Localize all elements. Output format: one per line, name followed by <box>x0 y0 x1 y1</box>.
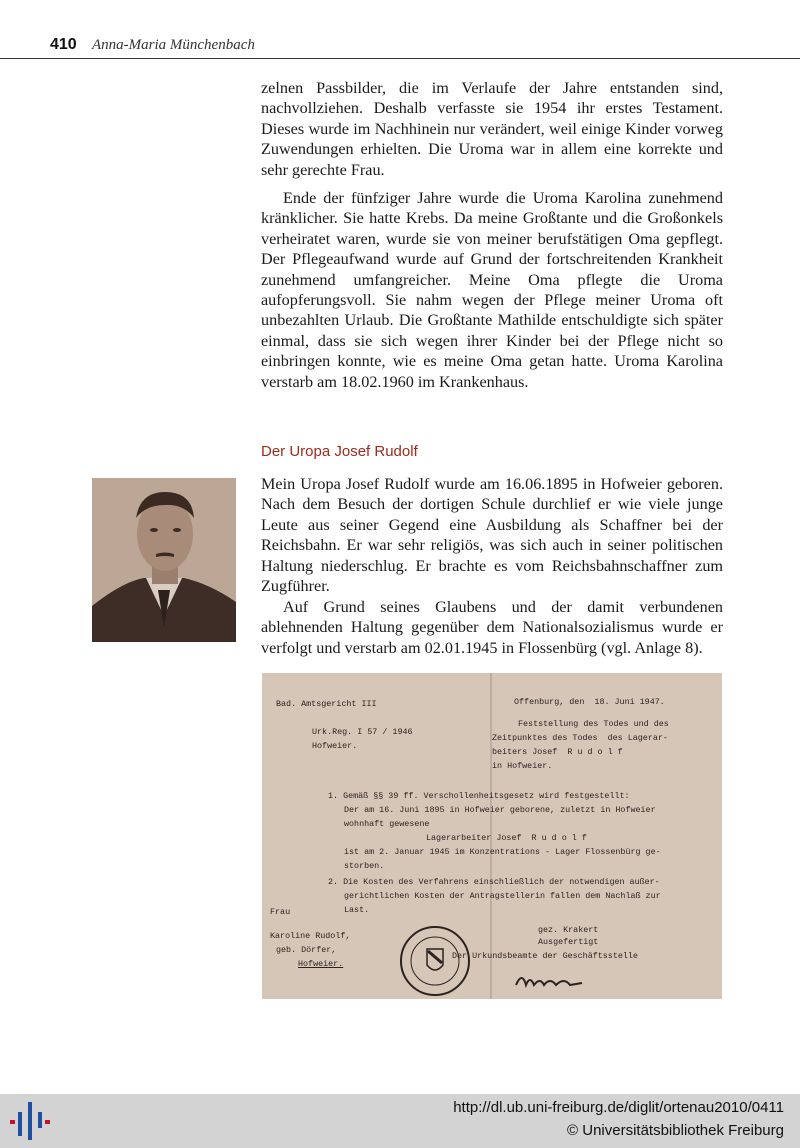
doc-item-1-line-3: wohnhaft gewesene <box>344 819 430 829</box>
footer-bar <box>0 1094 800 1148</box>
doc-signed-by: gez. Krakert <box>538 925 599 935</box>
page-number: 410 <box>50 36 77 53</box>
doc-location: Hofweier. <box>312 741 358 751</box>
header-rule <box>0 58 800 59</box>
footer-url-link[interactable]: http://dl.ub.uni-freiburg.de/diglit/ortenau2010/0411 <box>453 1099 784 1116</box>
official-seal-stamp <box>390 921 480 997</box>
doc-clerk: Der Urkundsbeamte der Geschäftsstelle <box>452 951 638 961</box>
library-logo-icon <box>8 1098 52 1144</box>
doc-court-name: Bad. Amtsgericht III <box>276 699 377 709</box>
doc-item-2: 2. Die Kosten des Verfahrens einschließlich der notwendigen außer- <box>328 877 660 887</box>
footer-copyright: © Universitätsbibliothek Freiburg <box>567 1122 784 1139</box>
doc-item-2-line-2: gerichtlichen Kosten der Antragstellerin fallen dem Nachlaß zur <box>344 891 661 901</box>
doc-item-1: 1. Gemäß §§ 39 ff. Verschollenheitsgesetz wird festgestellt: <box>328 791 630 801</box>
doc-addressee-name: Karoline Rudolf, <box>270 931 351 941</box>
doc-item-1-name: Lagerarbeiter Josef R u d o l f <box>426 833 587 843</box>
doc-item-1-line-5: ist am 2. Januar 1945 im Konzentrations - Lager Flossenbürg ge- <box>344 847 661 857</box>
page-header <box>0 0 800 60</box>
death-certificate-document <box>262 673 722 999</box>
doc-certified: Ausgefertigt <box>538 937 599 947</box>
doc-subject-1: Feststellung des Todes und des <box>518 719 669 729</box>
section-heading: Der Uropa Josef Rudolf <box>261 443 418 460</box>
doc-reference: Urk.Reg. I 57 / 1946 <box>312 727 413 737</box>
paragraph-2: Ende der fünfziger Jahre wurde die Uroma Karolina zunehmend kränklicher. Sie hatte Krebs. Da meine Großtante und die Großonkels verheiratet waren, wurde sie von meiner berufstätigen Oma gepflegt. Der Pflegeaufwand wurde auf Grund der fortschreitenden Krankheit zunehmend umfangreicher. Meine Oma pflegte die Uroma aufopferungsvoll. Sie nahm wegen der Pflege meiner Uroma oft unbezahlten Urlaub. Die Großtante Mathilde entschuldigte sich später einmal, dass sie sich wegen ihrer Kinder bei der Pflege nicht so einbringen konnte, wie es meine Oma getan hatte. Uroma Karolina verstarb am 18.02.1960 im Krankenhaus. <box>261 189 723 391</box>
doc-subject-3: beiters Josef R u d o l f <box>492 747 623 757</box>
doc-item-1-line-6: storben. <box>344 861 385 871</box>
doc-subject-2: Zeitpunktes des Todes des Lagerar- <box>492 733 668 743</box>
doc-subject-4: in Hofweier. <box>492 761 553 771</box>
portrait-image <box>92 478 236 642</box>
doc-addressee-title: Frau <box>270 907 291 917</box>
doc-addressee-town: Hofweier. <box>298 959 344 969</box>
running-head-author: Anna-Maria Münchenbach <box>92 37 255 53</box>
handwritten-signature <box>512 967 592 993</box>
doc-addressee-birthname: geb. Dörfer, <box>276 945 337 955</box>
portrait-photo <box>92 478 236 642</box>
doc-item-1-line-2: Der am 16. Juni 1895 in Hofweier geborene, zuletzt in Hofweier <box>344 805 656 815</box>
paragraph-3: Mein Uropa Josef Rudolf wurde am 16.06.1895 in Hofweier geboren. Nach dem Besuch der dortigen Schule durchlief er wie viele junge Leute aus seiner Gegend eine Ausbildung als Schaffner bei der Reichsbahn. Er war sehr religiös, was sich auch in seiner politischen Haltung niederschlug. Er brachte es vom Reichsbahnschaffner zum Zugführer. <box>261 475 723 596</box>
doc-place-date: Offenburg, den 18. Juni 1947. <box>514 697 665 707</box>
doc-item-2-line-3: Last. <box>344 905 370 915</box>
paragraph-1: zelnen Passbilder, die im Verlaufe der Jahre entstanden sind, nachvollziehen. Deshalb verfasste sie 1954 ihr erstes Testament. Dieses wurde im Nachhinein nur verändert, weil einige Kinder vorweg Zuwendungen erhielten. Die Uroma war in allem eine korrekte und sehr gerechte Frau. <box>261 79 723 179</box>
paragraph-4: Auf Grund seines Glaubens und der damit verbundenen ablehnenden Haltung gegenüber dem Nationalsozialismus wurde er verfolgt und verstarb am 02.01.1945 in Flossenbürg (vgl. Anlage 8). <box>261 598 723 657</box>
